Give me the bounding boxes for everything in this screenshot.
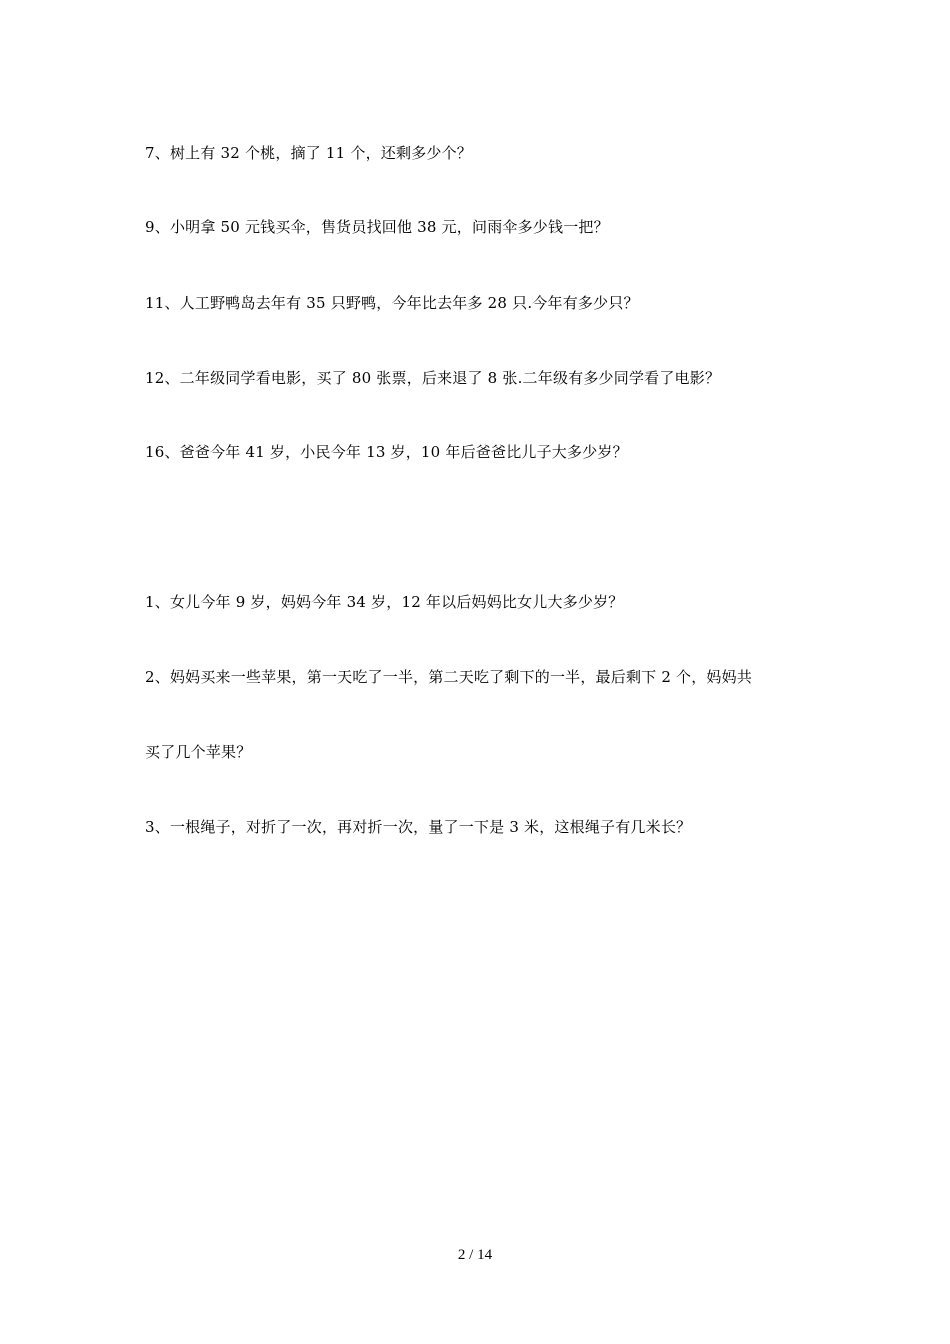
question-2-line-1: 2、妈妈买来一些苹果，第一天吃了一半，第二天吃了剩下的一半，最后剩下 2 个，妈妈共 — [145, 668, 753, 686]
question-3: 3、一根绳子，对折了一次，再对折一次，量了一下是 3 米，这根绳子有几米长？ — [145, 818, 692, 836]
problem-7: 7、树上有 32 个桃，摘了 11 个，还剩多少个？ — [145, 144, 472, 162]
problem-16: 16、爸爸今年 41 岁，小民今年 13 岁，10 年后爸爸比儿子大多少岁？ — [145, 443, 628, 461]
page-number: 2 / 14 — [457, 1247, 493, 1263]
problem-12: 12、二年级同学看电影，买了 80 张票，后来退了 8 张.二年级有多少同学看了电影？ — [145, 369, 721, 387]
problem-11: 11、人工野鸭岛去年有 35 只野鸭，今年比去年多 28 只.今年有多少只？ — [145, 294, 639, 312]
problem-9: 9、小明拿 50 元钱买伞，售货员找回他 38 元，问雨伞多少钱一把？ — [145, 218, 609, 236]
question-2-line-2: 买了几个苹果？ — [145, 743, 252, 761]
question-1: 1、女儿今年 9 岁，妈妈今年 34 岁，12 年以后妈妈比女儿大多少岁？ — [145, 593, 624, 611]
